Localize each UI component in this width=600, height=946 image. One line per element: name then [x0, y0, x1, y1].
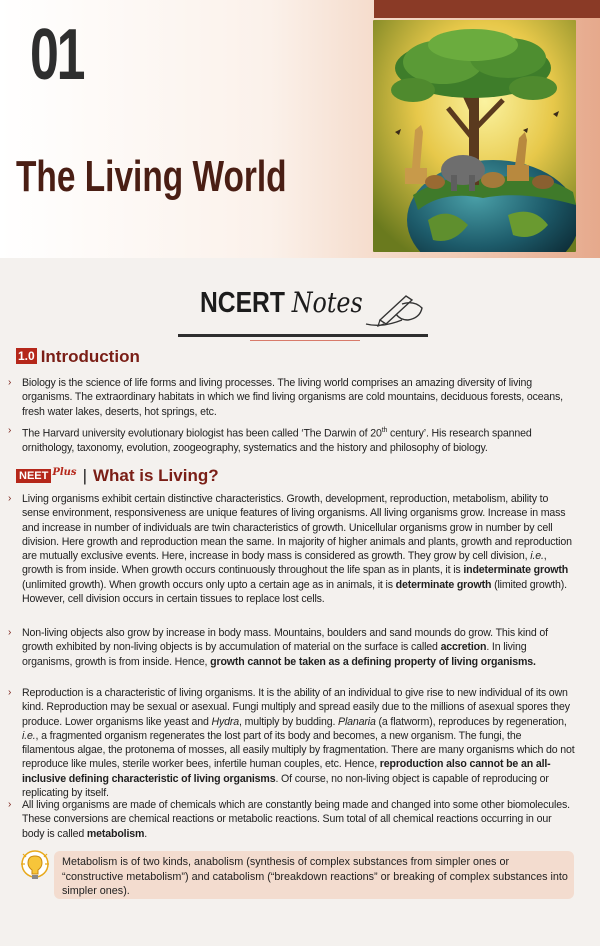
bold-term: growth cannot be taken as a defining property of living organisms. — [210, 655, 536, 668]
italic-term: Hydra — [211, 715, 240, 728]
list-item — [8, 424, 576, 455]
bullet-arrow-icon: › — [8, 799, 12, 810]
note-text: Metabolism is of two kinds, anabolism (synthesis of complex substances from simpler ones or “constructive metabolism”) and catabolism (“breakdown reactions” or breaking of complex substances into simpler ones). — [62, 856, 568, 897]
section-what-is-living-heading — [16, 466, 219, 486]
notes-heading-main: NCERT — [200, 287, 285, 319]
bullet-arrow-icon: › — [8, 687, 12, 698]
bullet-text: All living organisms are made of chemicals which are constantly being made and changed into some other biomolecules. These conversions are chemical reactions or metabolic reactions. Sum total of all chemical reactions occurring in our body is called — [22, 799, 570, 840]
list-item — [8, 626, 576, 669]
bullet-text: (unlimited growth). When growth occurs only upto a certain age as in animals, it is — [22, 578, 396, 591]
superscript: th — [381, 427, 388, 434]
bold-term: indeterminate growth — [463, 564, 569, 577]
lightbulb-icon — [20, 850, 50, 886]
bullet-text: Biology is the science of life forms and living processes. The living world comprises an amazing diversity of living organisms. The extraordinary habitats in which we find living organisms are cold mountains, deciduous forests, oceans, fresh water lakes, deserts, hot springs, etc. — [22, 377, 563, 418]
heading-underline — [178, 334, 428, 337]
bullet-text: Reproduction is a characteristic of living organisms. It is the ability of an individual to give rise to new individual of its own kind. Reproduction may be sexual or asexual. Fungi multiply and spread easily due to the millions of asexual spores they produce. Lower organisms like yeast and — [22, 687, 570, 728]
cover-illustration — [373, 20, 576, 252]
bold-term: determinate growth — [395, 578, 492, 591]
bullet-text: , growth is from inside. When growth occurs continuously throughout the life span as in plants, it is — [22, 550, 547, 577]
bullet-arrow-icon: › — [8, 493, 12, 504]
bullet-text: . Of course, no non-living object is capable of reproducing or replicating by itself. — [22, 772, 549, 800]
list-item — [8, 492, 576, 606]
bullet-text: (limited growth). However, cell division occurs in certain tissues to replace lost cells. — [22, 578, 567, 606]
italic-term: i.e. — [22, 729, 36, 742]
italic-term: Planaria — [338, 715, 376, 728]
bullet-text: , a fragmented organism regenerates the lost part of its body and becomes, a new organism. The fungi, the filamentous algae, the protonema of mosses, all easily multiply by fragmentation. There are many organisms which do not reproduce like mules, sterile worker bees, infertile human couples, etc. Hence, — [22, 729, 575, 771]
chapter-number: 01 — [30, 15, 84, 95]
bullet-text: Non-living objects also grow by increase in body mass. Mountains, boulders and sand mounds do grow. This kind of growth exhibited by non-living objects is by accumulation of material on the surface is called — [22, 627, 548, 654]
bullet-arrow-icon: › — [8, 425, 12, 436]
bullet-text: century’. His research spanned ornithology, taxonomy, evolution, zoogeography, systematics and the history and philosophy of biology. — [22, 427, 532, 454]
bullet-arrow-icon: › — [8, 627, 12, 638]
section-number-badge: 1.0 — [18, 349, 35, 363]
neet-plus-label: Plus — [52, 467, 77, 478]
bold-term: reproduction also cannot be an all-inclusive defining characteristic of living organisms — [22, 758, 551, 785]
bullet-arrow-icon: › — [8, 377, 12, 388]
heading-underline-accent — [250, 340, 360, 341]
bullet-text: , multiply by budding. — [239, 715, 339, 728]
bullet-text: . — [144, 827, 148, 840]
list-item — [8, 798, 576, 841]
header-corner-strip — [374, 0, 600, 18]
notes-heading-script: Notes — [291, 286, 363, 319]
bullet-text: The Harvard university evolutionary biologist has been called ‘The Darwin of 20 — [22, 427, 382, 440]
bold-term: accretion — [440, 641, 487, 654]
bullet-text: . In living organisms, growth is from inside. Hence, — [22, 641, 527, 668]
bullet-text: (a flatworm), reproduces by regeneration, — [375, 715, 567, 728]
bullet-text: Living organisms exhibit certain distinctive characteristics. Growth, development, reproduction, metabolism, ability to sense environment, responsiveness are unique features of living organisms. All living organisms grow. Increase in mass and increase in number of individuals are twin characteristics of growth. Unicellular organisms grow in number by cell division. Here growth and reproduction mean the same. In majority of higher animals and plants, growth and reproduction are mutually exclusive events. Here, increase in body mass is considered as growth. They grow by cell division, — [22, 493, 572, 563]
writing-hand-icon — [362, 290, 426, 332]
section-introduction-heading — [16, 347, 140, 367]
italic-term: i.e. — [530, 550, 544, 563]
neet-badge: NEET — [16, 469, 51, 483]
bold-term: metabolism — [86, 827, 145, 840]
heading-separator: | — [82, 466, 87, 485]
chapter-title: The Living World — [16, 152, 287, 201]
section-title: Introduction — [40, 347, 140, 366]
ncert-notes-heading — [200, 286, 363, 320]
list-item — [8, 686, 576, 800]
list-item — [8, 376, 576, 419]
section-title: What is Living? — [92, 466, 219, 485]
